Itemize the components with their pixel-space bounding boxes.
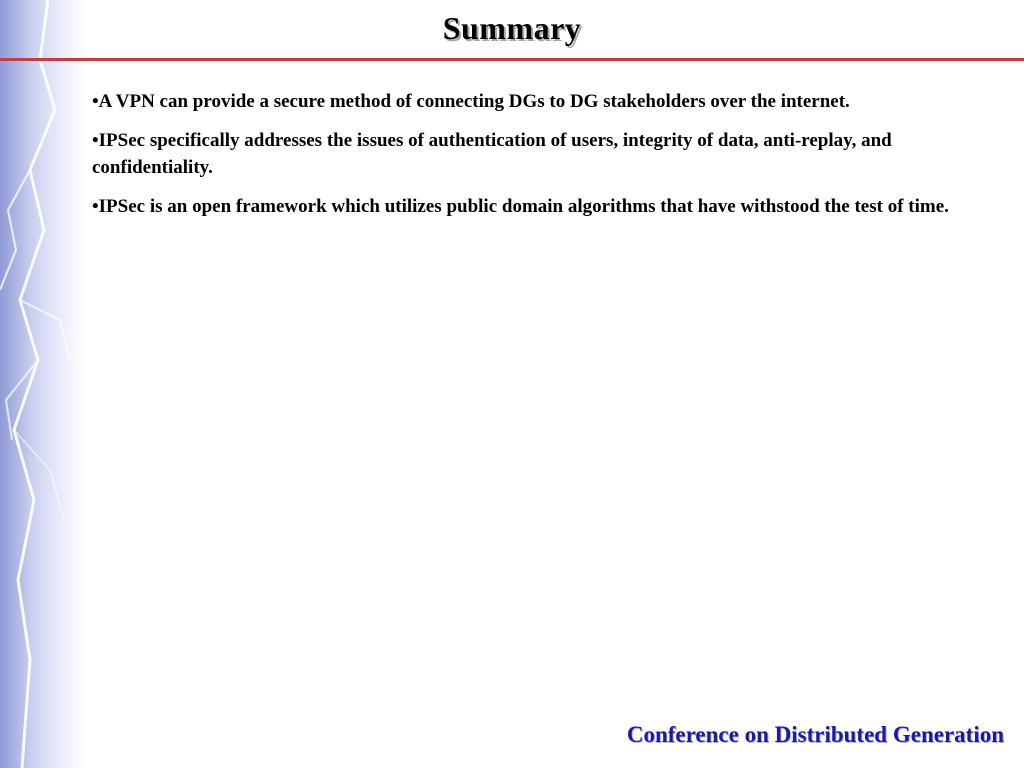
bullet-text: IPSec is an open framework which utilizes public domain algorithms that have withstood the test of time. bbox=[98, 196, 949, 217]
slide-title: Summary bbox=[442, 10, 582, 46]
bullet-text: A VPN can provide a secure method of connecting DGs to DG stakeholders over the internet. bbox=[98, 91, 850, 112]
bullet-text: IPSec specifically addresses the issues of authentication of users, integrity of data, anti-replay, and confidentiality. bbox=[92, 130, 892, 178]
bullet-item bbox=[92, 127, 992, 181]
bullet-item bbox=[92, 88, 992, 115]
bullet-list bbox=[92, 88, 992, 232]
lightning-decoration-icon bbox=[0, 0, 86, 768]
bullet-marker: • bbox=[92, 130, 99, 151]
bullet-marker: • bbox=[92, 196, 99, 217]
bullet-marker: • bbox=[92, 91, 99, 112]
footer-conference-name: Conference on Distributed Generation bbox=[626, 722, 1004, 747]
decorative-left-band bbox=[0, 0, 86, 768]
bullet-item bbox=[92, 193, 992, 220]
title-divider bbox=[0, 58, 1024, 61]
